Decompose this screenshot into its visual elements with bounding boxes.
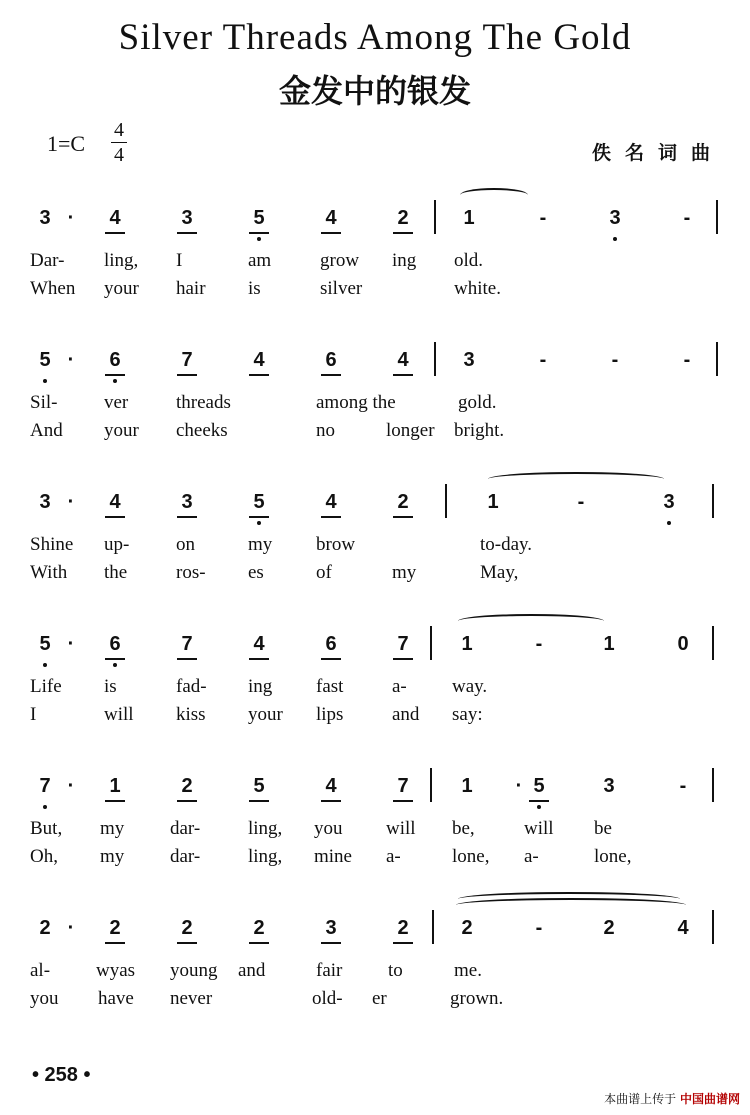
note: 3 <box>320 916 342 940</box>
lyric-verse-2: longer <box>386 420 435 441</box>
lyric-verse-1: among the <box>316 392 396 413</box>
note: 6 <box>104 348 126 372</box>
lyric-verse-2: of <box>316 562 332 583</box>
augmentation-dot: · <box>67 207 75 229</box>
note: 7 <box>392 632 414 656</box>
note: 4 <box>104 206 126 230</box>
note: 2 <box>603 917 615 939</box>
lyric-verse-2: bright. <box>454 420 505 441</box>
lyric-verse-2: er <box>372 988 387 1009</box>
lyric-verse-1: fad- <box>176 676 207 697</box>
lyric-verse-1: fair <box>316 960 343 981</box>
note: 3 <box>658 490 680 514</box>
note: 4 <box>320 774 342 798</box>
tie-slur <box>488 472 664 486</box>
lyric-verse-2: have <box>98 988 134 1009</box>
lyric-verse-2: dar- <box>170 846 201 867</box>
time-signature-bottom: 4 <box>114 144 124 166</box>
lyric-verse-1: al- <box>30 960 51 981</box>
lyric-verse-2: mine <box>314 846 352 867</box>
note: 4 <box>320 206 342 230</box>
lyric-verse-2: your <box>248 704 283 725</box>
lyric-verse-1: my <box>248 534 273 555</box>
time-signature-bar <box>111 142 127 143</box>
lyric-verse-1: up- <box>104 534 130 555</box>
score-row <box>0 490 750 600</box>
barline <box>712 626 714 660</box>
note: 4 <box>677 917 689 939</box>
dash-sustain: - <box>683 349 691 371</box>
lyric-verse-1: a- <box>392 676 407 697</box>
note: 6 <box>320 348 342 372</box>
barline <box>430 768 432 802</box>
barline <box>434 200 436 234</box>
lyric-verse-2: Oh, <box>30 846 58 867</box>
lyric-verse-2: es <box>248 562 264 583</box>
note: 2 <box>104 916 126 940</box>
lyric-verse-1: I <box>176 250 183 271</box>
barline <box>716 200 718 234</box>
tie-slur <box>458 892 680 906</box>
lyric-verse-1: ling, <box>248 818 283 839</box>
lyric-verse-1: will <box>386 818 416 839</box>
lyric-verse-2: your <box>104 278 139 299</box>
note: 5 <box>34 632 56 656</box>
note: 2 <box>461 917 473 939</box>
barline <box>434 342 436 376</box>
note: 3 <box>176 490 198 514</box>
note: 7 <box>34 774 56 798</box>
dash-sustain: - <box>577 491 585 513</box>
score-row <box>0 348 750 458</box>
tie-slur <box>460 188 528 202</box>
lyric-verse-1: But, <box>30 818 63 839</box>
lyric-verse-1: gold. <box>458 392 497 413</box>
lyric-verse-2: old- <box>312 988 343 1009</box>
lyric-verse-1: fast <box>316 676 344 697</box>
note: 1 <box>463 207 475 229</box>
augmentation-dot: · <box>67 491 75 513</box>
dash-sustain: - <box>539 349 547 371</box>
lyric-verse-2: no <box>316 420 335 441</box>
lyric-verse-1: to <box>388 960 403 981</box>
note: 7 <box>176 632 198 656</box>
lyric-verse-2: May, <box>480 562 519 583</box>
lyric-verse-1: ver <box>104 392 129 413</box>
time-signature-top: 4 <box>114 119 124 141</box>
credit-line: 佚名词曲 <box>591 142 724 164</box>
lyric-verse-1: old. <box>454 250 484 271</box>
barline <box>430 626 432 660</box>
lyric-verse-1: will <box>524 818 554 839</box>
lyric-verse-1: to-day. <box>480 534 533 555</box>
note: 3 <box>39 207 51 229</box>
barline <box>712 484 714 518</box>
lyric-verse-2: ling, <box>248 846 283 867</box>
upload-watermark <box>604 1090 740 1107</box>
barline <box>712 910 714 944</box>
lyric-verse-2: cheeks <box>176 420 228 441</box>
lyric-verse-1: Shine <box>30 534 74 555</box>
lyric-verse-2: When <box>30 278 76 299</box>
lyric-verse-1: brow <box>316 534 356 555</box>
note: 3 <box>463 349 475 371</box>
song-title-english: Silver Threads Among The Gold <box>118 17 632 58</box>
lyric-verse-2: you <box>30 988 59 1009</box>
note: 5 <box>248 490 270 514</box>
dash-sustain: - <box>535 917 543 939</box>
time-signature <box>108 119 130 166</box>
lyric-verse-2: And <box>30 420 63 441</box>
dash-sustain: - <box>683 207 691 229</box>
lyric-verse-2: lone, <box>452 846 490 867</box>
augmentation-dot: · <box>67 775 75 797</box>
barline <box>712 768 714 802</box>
augmentation-dot: · <box>515 775 523 797</box>
lyric-verse-2: ros- <box>176 562 206 583</box>
score-row <box>0 916 750 1026</box>
key-signature: 1=C <box>47 131 86 156</box>
note: 4 <box>392 348 414 372</box>
lyric-verse-2: lone, <box>594 846 632 867</box>
page-number: • 258 • <box>32 1064 91 1086</box>
note: 4 <box>248 348 270 372</box>
lyric-verse-1: Life <box>30 676 62 697</box>
song-title-chinese: 金发中的银发 <box>278 72 471 110</box>
note: 2 <box>392 916 414 940</box>
lyric-verse-2: a- <box>386 846 401 867</box>
note: 7 <box>392 774 414 798</box>
lyric-verse-1: ling, <box>104 250 139 271</box>
note: 1 <box>603 633 615 655</box>
note: 5 <box>528 774 550 798</box>
lyric-verse-1: wyas <box>96 960 136 981</box>
lyric-verse-2: hair <box>176 278 206 299</box>
lyric-verse-1: grow <box>320 250 360 271</box>
lyric-verse-2: and <box>392 704 420 725</box>
note: 4 <box>104 490 126 514</box>
note: 7 <box>176 348 198 372</box>
barline <box>432 910 434 944</box>
lyric-verse-2: is <box>248 278 261 299</box>
lyric-verse-1: dar- <box>170 818 201 839</box>
lyric-verse-2: white. <box>454 278 501 299</box>
lyric-verse-1: on <box>176 534 195 555</box>
lyric-verse-2: a- <box>524 846 539 867</box>
lyric-verse-1: be <box>594 818 612 839</box>
lyric-verse-2: my <box>392 562 417 583</box>
score-row <box>0 206 750 316</box>
lyric-verse-1: and <box>238 960 266 981</box>
lyric-verse-2: say: <box>452 704 483 725</box>
note: 2 <box>392 490 414 514</box>
note: 1 <box>461 775 473 797</box>
lyric-verse-1: you <box>314 818 343 839</box>
lyric-verse-1: Dar- <box>30 250 65 271</box>
note: 2 <box>176 916 198 940</box>
lyric-verse-1: Sil- <box>30 392 58 413</box>
note: 3 <box>603 775 615 797</box>
lyric-verse-2: kiss <box>176 704 206 725</box>
lyric-verse-1: ing <box>248 676 273 697</box>
lyric-verse-2: lips <box>316 704 344 725</box>
augmentation-dot: · <box>67 349 75 371</box>
note: 3 <box>39 491 51 513</box>
lyric-verse-2: I <box>30 704 37 725</box>
note: 6 <box>104 632 126 656</box>
score-row <box>0 632 750 742</box>
tie-slur <box>458 614 604 628</box>
lyric-verse-1: way. <box>452 676 488 697</box>
lyric-verse-2: silver <box>320 278 363 299</box>
lyric-verse-1: ing <box>392 250 417 271</box>
lyric-verse-1: my <box>100 818 125 839</box>
note: 6 <box>320 632 342 656</box>
lyric-verse-2: the <box>104 562 128 583</box>
lyric-verse-1: am <box>248 250 272 271</box>
note: 5 <box>248 206 270 230</box>
note: 5 <box>34 348 56 372</box>
upload-text: 本曲谱上传于 <box>604 1092 677 1106</box>
note: 2 <box>248 916 270 940</box>
lyric-verse-2: your <box>104 420 139 441</box>
note: 1 <box>461 633 473 655</box>
lyric-verse-1: young <box>170 960 218 981</box>
barline <box>445 484 447 518</box>
lyric-verse-1: threads <box>176 392 231 413</box>
dash-sustain: - <box>539 207 547 229</box>
score-row <box>0 774 750 884</box>
lyric-verse-2: my <box>100 846 125 867</box>
note: 3 <box>176 206 198 230</box>
lyric-verse-2: will <box>104 704 134 725</box>
lyric-verse-1: me. <box>454 960 482 981</box>
augmentation-dot: · <box>67 633 75 655</box>
note: 3 <box>604 206 626 230</box>
lyric-verse-2: never <box>170 988 213 1009</box>
lyric-verse-1: be, <box>452 818 475 839</box>
note: 4 <box>320 490 342 514</box>
augmentation-dot: · <box>67 917 75 939</box>
note: 2 <box>392 206 414 230</box>
lyric-verse-2: grown. <box>450 988 504 1009</box>
note: 4 <box>248 632 270 656</box>
dash-sustain: - <box>535 633 543 655</box>
barline <box>716 342 718 376</box>
dash-sustain: - <box>611 349 619 371</box>
lyric-verse-2: With <box>30 562 68 583</box>
note: 2 <box>176 774 198 798</box>
note: 2 <box>39 917 51 939</box>
note: 5 <box>248 774 270 798</box>
note: 1 <box>104 774 126 798</box>
lyric-verse-1: is <box>104 676 117 697</box>
note: 0 <box>677 633 689 655</box>
dash-sustain: - <box>679 775 687 797</box>
site-logo-text: 中国曲谱网 <box>679 1092 740 1106</box>
note: 1 <box>487 491 499 513</box>
